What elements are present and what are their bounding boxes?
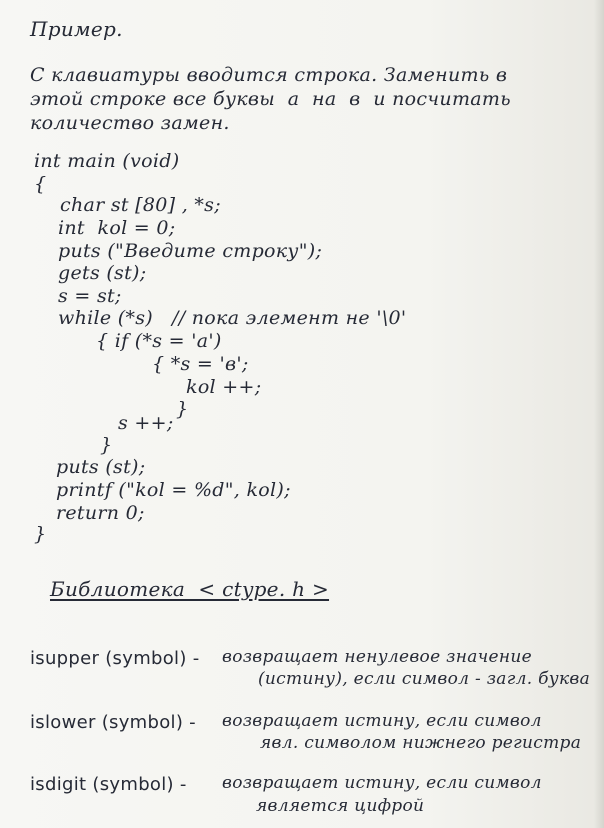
function-description: (истину), если символ - загл. буква — [258, 669, 591, 689]
code-line: s = st; — [58, 285, 122, 307]
code-line: { if (*s = 'a') — [96, 330, 222, 352]
code-line: } — [176, 398, 189, 420]
task-line-3: количество замен. — [30, 112, 230, 134]
function-description: является цифрой — [256, 796, 425, 816]
code-line: } — [34, 523, 47, 545]
library-heading: Библиотека < ctype. h > — [50, 577, 330, 601]
code-line: char st [80] , *s; — [60, 194, 221, 216]
code-line: puts ("Введите строку"); — [58, 240, 323, 262]
function-name: isupper (symbol) - — [30, 648, 200, 669]
function-description: явл. символом нижнего регистра — [260, 733, 582, 753]
function-description: возвращает истину, если символ — [222, 711, 542, 731]
code-line: int kol = 0; — [58, 217, 176, 239]
function-description: возвращает ненулевое значение — [222, 647, 532, 667]
task-line-1: С клавиатуры вводится строка. Заменить в — [30, 64, 508, 86]
task-line-2: этой строке все буквы а на в и посчитать — [30, 88, 511, 110]
code-line: s ++; — [118, 412, 174, 434]
code-line: { — [34, 173, 47, 195]
function-name: islower (symbol) - — [30, 712, 196, 733]
code-line: puts (st); — [56, 456, 146, 478]
code-line: gets (st); — [58, 262, 147, 284]
code-line: } — [100, 434, 113, 456]
code-line: while (*s) // пока элемент не '\0' — [58, 307, 407, 329]
code-line: kol ++; — [186, 376, 262, 398]
function-description: возвращает истину, если символ — [222, 773, 542, 793]
code-line: int main (void) — [34, 150, 180, 172]
function-name: isdigit (symbol) - — [30, 774, 187, 795]
code-line: { *s = 'в'; — [152, 353, 249, 375]
code-line: printf ("kol = %d", kol); — [56, 479, 291, 501]
page-edge-shadow — [594, 0, 604, 828]
code-line: return 0; — [56, 502, 145, 524]
example-title: Пример. — [30, 17, 123, 41]
